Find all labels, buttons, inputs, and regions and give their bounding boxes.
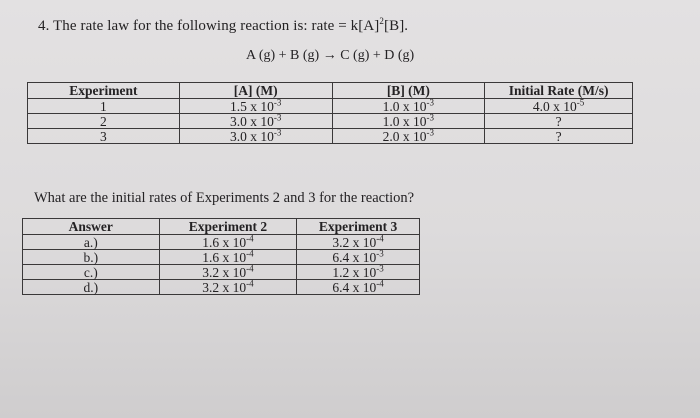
header-concentration-b: [B] (M) (332, 83, 485, 99)
experiment-3-rate: 6.4 x $10^{-3}$ (297, 250, 420, 265)
table-row (28, 114, 633, 129)
experiment-2-rate: 1.6 x $10^{-4}$ (159, 235, 297, 250)
rate-law-exponent: 2 (379, 16, 384, 26)
experiment-2-rate: 3.2 x $10^{-4}$ (159, 265, 297, 280)
answer-option-d[interactable] (23, 280, 420, 295)
rate-law-text: The rate law for the following reaction is: rate = k[A] (53, 18, 380, 34)
experiment-3-rate: 3.2 x $10^{-4}$ (297, 235, 420, 250)
answer-label: a.) (23, 235, 160, 250)
question-text (38, 18, 408, 35)
experiment-2-rate: 1.6 x $10^{-4}$ (159, 250, 297, 265)
answer-option-a[interactable] (23, 235, 420, 250)
header-experiment: Experiment (28, 83, 180, 99)
header-concentration-a: [A] (M) (179, 83, 332, 99)
initial-rate: ? (485, 114, 633, 129)
concentration-a: 3.0 x $10^{-3}$ (179, 129, 332, 144)
concentration-b: 1.0 x $10^{-3}$ (332, 114, 485, 129)
answer-label: d.) (23, 280, 160, 295)
table-row (28, 129, 633, 144)
initial-rate: 4.0 x $10^{-5}$ (485, 99, 633, 114)
concentration-a: 1.5 x $10^{-3}$ (179, 99, 332, 114)
concentration-b: 2.0 x $10^{-3}$ (332, 129, 485, 144)
rate-law-tail: [B]. (384, 18, 409, 34)
answer-option-c[interactable] (23, 265, 420, 280)
concentration-a: 3.0 x $10^{-3}$ (179, 114, 332, 129)
answer-option-b[interactable] (23, 250, 420, 265)
table-header-row (28, 83, 633, 99)
concentration-b: 1.0 x $10^{-3}$ (332, 99, 485, 114)
experiment-data-table (27, 82, 633, 144)
experiment-number: 3 (28, 129, 180, 144)
experiment-3-rate: 1.2 x $10^{-3}$ (297, 265, 420, 280)
experiment-number: 2 (28, 114, 180, 129)
question-prompt: What are the initial rates of Experiments 2 and 3 for the reaction? (34, 190, 415, 206)
answer-label: b.) (23, 250, 160, 265)
header-experiment-2: Experiment 2 (159, 219, 297, 235)
experiment-3-rate: 6.4 x $10^{-4}$ (297, 280, 420, 295)
initial-rate: ? (485, 129, 633, 144)
header-answer: Answer (23, 219, 160, 235)
header-experiment-3: Experiment 3 (297, 219, 420, 235)
question-number: 4. (38, 18, 50, 34)
table-header-row (23, 219, 420, 235)
experiment-2-rate: 3.2 x $10^{-4}$ (159, 280, 297, 295)
experiment-number: 1 (28, 99, 180, 114)
header-initial-rate: Initial Rate (M/s) (485, 83, 633, 99)
table-row (28, 99, 633, 114)
reaction-equation: A (g) + B (g) → C (g) + D (g) (246, 48, 415, 63)
answer-label: c.) (23, 265, 160, 280)
answer-choices-table (22, 218, 420, 295)
